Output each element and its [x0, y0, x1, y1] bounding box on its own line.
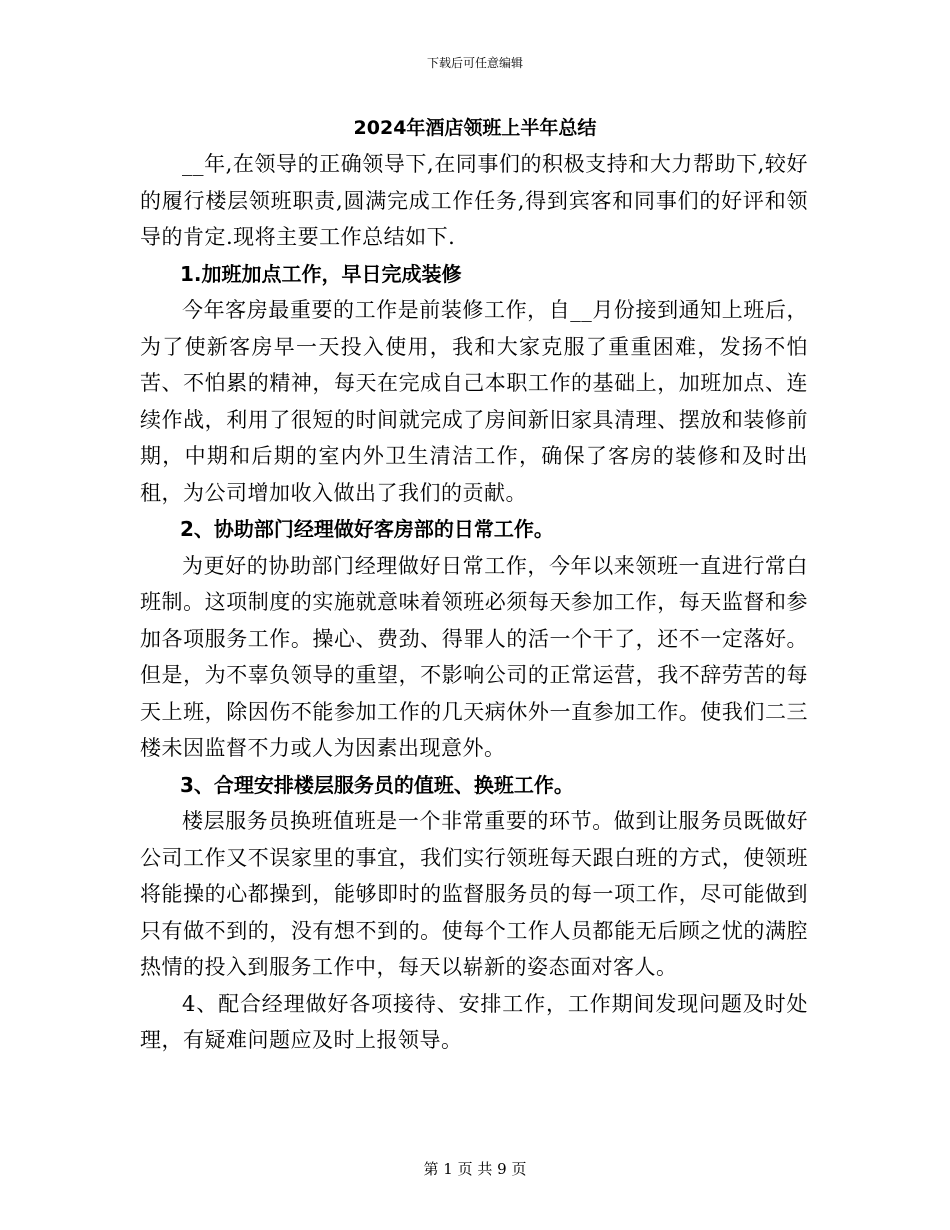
- section-3-heading: 3、合理安排楼层服务员的值班、换班工作。: [180, 772, 574, 797]
- intro-paragraph: __年,在领导的正确领导下,在同事们的积极支持和大力帮助下,较好的履行楼层领班职责,圆满完成工作任务,得到宾客和同事们的好评和领导的肯定.现将主要工作总结如下.: [140, 152, 808, 249]
- header-note: 下载后可任意编辑: [426, 56, 523, 70]
- document-body: [140, 146, 808, 1059]
- section-2-heading: 2、协助部门经理做好客房部的日常工作。: [180, 517, 554, 541]
- section-2-body: 为更好的协助部门经理做好日常工作，今年以来领班一直进行常白班制。这项制度的实施就意味着领班必须每天参加工作，每天监督和参加各项服务工作。操心、费劲、得罪人的活一个干了，还不一定落好。但是，为不辜负领导的重望，不影响公司的正常运营，我不辞劳苦的每天上班，除因伤不能参加工作的几天病休外一直参加工作。使我们二三楼未因监督不力或人为因素出现意外。: [140, 553, 808, 760]
- section-1-body: 今年客房最重要的工作是前装修工作，自__月份接到通知上班后，为了使新客房早一天投入使用，我和大家克服了重重困难，发扬不怕苦、不怕累的精神，每天在完成自己本职工作的基础上，加班加点、连续作战，利用了很短的时间就完成了房间新旧家具清理、摆放和装修前期，中期和后期的室内外卫生清洁工作，确保了客房的装修和及时出租，为公司增加收入做出了我们的贡献。: [140, 298, 808, 505]
- closing-paragraph: 4、配合经理做好各项接待、安排工作，工作期间发现问题及时处理，有疑难问题应及时上报领导。: [140, 991, 808, 1052]
- section-3-body: 楼层服务员换班值班是一个非常重要的环节。做到让服务员既做好公司工作又不误家里的事宜，我们实行领班每天跟白班的方式，使领班将能操的心都操到，能够即时的监督服务员的每一项工作，尽可能做到只有做不到的，没有想不到的。使每个工作人员都能无后顾之忧的满腔热情的投入到服务工作中，每天以崭新的姿态面对客人。: [140, 809, 808, 979]
- page-number: 第 1 页 共 9 页: [423, 1160, 527, 1178]
- section-1-heading: 1.加班加点工作，早日完成装修: [180, 261, 462, 286]
- document-title: 2024年酒店领班上半年总结: [353, 117, 597, 139]
